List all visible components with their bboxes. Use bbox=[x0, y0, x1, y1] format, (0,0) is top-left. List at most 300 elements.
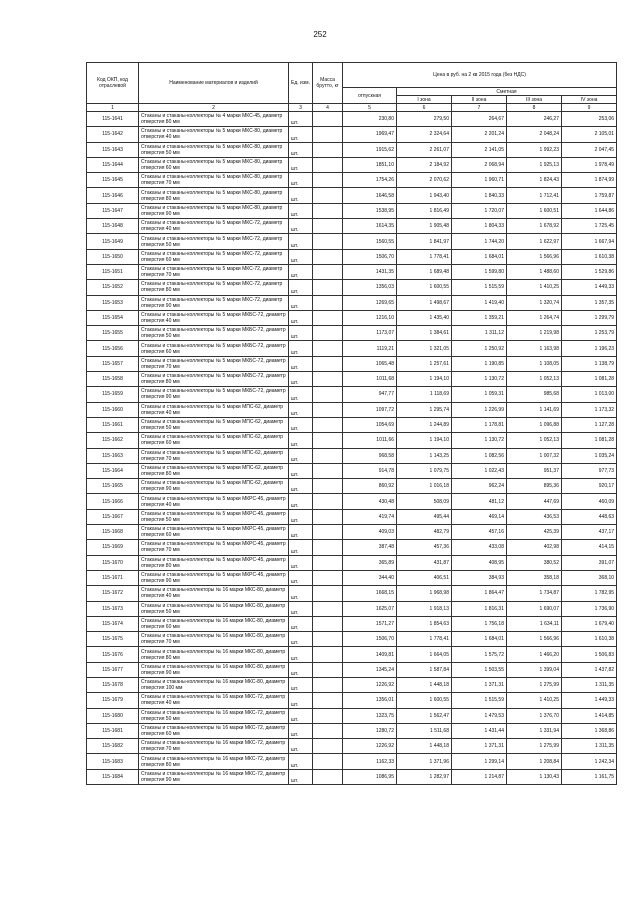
table-row bbox=[87, 433, 617, 448]
header-unit: Ед. изм. bbox=[289, 63, 313, 104]
row-unit: шт. bbox=[289, 433, 313, 448]
row-price-otpusknaya: 230,80 bbox=[343, 112, 397, 127]
row-price-zone-3: 1 734,87 bbox=[507, 586, 562, 601]
row-unit: шт. bbox=[289, 632, 313, 647]
row-price-zone-3: 1 163,98 bbox=[507, 341, 562, 356]
row-price-otpusknaya: 1323,75 bbox=[343, 708, 397, 723]
row-code: 115-1666 bbox=[87, 494, 139, 509]
row-price-otpusknaya: 1119,21 bbox=[343, 341, 397, 356]
table-row bbox=[87, 616, 617, 631]
row-unit: шт. bbox=[289, 540, 313, 555]
row-price-zone-3: 1 275,99 bbox=[507, 739, 562, 754]
row-code: 115-1653 bbox=[87, 295, 139, 310]
row-price-zone-1: 1 841,97 bbox=[397, 234, 452, 249]
row-price-zone-3: 1 566,96 bbox=[507, 632, 562, 647]
row-price-zone-3: 1 410,25 bbox=[507, 693, 562, 708]
row-price-zone-3: 1 264,74 bbox=[507, 310, 562, 325]
table-row bbox=[87, 632, 617, 647]
row-mass bbox=[313, 509, 343, 524]
header-zone-3: III зона bbox=[507, 96, 562, 104]
row-code: 115-1682 bbox=[87, 739, 139, 754]
column-number: 1 bbox=[87, 104, 139, 112]
row-unit: шт. bbox=[289, 509, 313, 524]
column-number: 8 bbox=[507, 104, 562, 112]
row-price-zone-3: 380,52 bbox=[507, 555, 562, 570]
row-price-zone-1: 482,79 bbox=[397, 525, 452, 540]
row-price-zone-4: 1 161,75 bbox=[562, 769, 617, 784]
row-price-otpusknaya: 1668,15 bbox=[343, 586, 397, 601]
row-price-zone-3: 1 488,60 bbox=[507, 264, 562, 279]
row-price-zone-1: 1 600,55 bbox=[397, 280, 452, 295]
row-name: Стаканы и стаканы-коллекторы № 16 марки МКС-80, диаметр отверстия 90 мм bbox=[139, 662, 289, 677]
row-mass bbox=[313, 157, 343, 172]
row-name: Стаканы и стаканы-коллекторы № 16 марки МКС-72, диаметр отверстия 40 мм bbox=[139, 693, 289, 708]
row-unit: шт. bbox=[289, 570, 313, 585]
row-code: 115-1643 bbox=[87, 142, 139, 157]
row-price-zone-1: 1 435,40 bbox=[397, 310, 452, 325]
row-name: Стаканы и стаканы-коллекторы № 4 марки МКС-45, диаметр отверстия 80 мм bbox=[139, 112, 289, 127]
page-number: 252 bbox=[313, 30, 327, 39]
row-name: Стаканы и стаканы-коллекторы № 5 марки МКРС-45, диаметр отверстия 70 мм bbox=[139, 540, 289, 555]
table-row bbox=[87, 280, 617, 295]
row-price-zone-4: 1 506,83 bbox=[562, 647, 617, 662]
row-code: 115-1654 bbox=[87, 310, 139, 325]
row-price-zone-2: 1 840,33 bbox=[452, 188, 507, 203]
table-row bbox=[87, 463, 617, 478]
row-name: Стаканы и стаканы-коллекторы № 16 марки МКС-80, диаметр отверстия 40 мм bbox=[139, 586, 289, 601]
table-row bbox=[87, 723, 617, 738]
row-mass bbox=[313, 677, 343, 692]
row-mass bbox=[313, 310, 343, 325]
row-mass bbox=[313, 662, 343, 677]
row-mass bbox=[313, 570, 343, 585]
column-number-row bbox=[87, 104, 617, 112]
row-price-zone-1: 1 778,41 bbox=[397, 249, 452, 264]
row-unit: шт. bbox=[289, 356, 313, 371]
row-price-zone-3: 1 678,92 bbox=[507, 219, 562, 234]
row-price-zone-2: 1 479,53 bbox=[452, 708, 507, 723]
row-price-zone-1: 1 016,18 bbox=[397, 479, 452, 494]
row-price-otpusknaya: 1269,65 bbox=[343, 295, 397, 310]
row-code: 115-1655 bbox=[87, 326, 139, 341]
row-price-zone-2: 2 201,24 bbox=[452, 127, 507, 142]
row-unit: шт. bbox=[289, 479, 313, 494]
row-price-zone-3: 985,68 bbox=[507, 387, 562, 402]
row-price-zone-3: 1 331,94 bbox=[507, 723, 562, 738]
row-price-zone-2: 1 371,31 bbox=[452, 677, 507, 692]
table-row bbox=[87, 326, 617, 341]
row-mass bbox=[313, 372, 343, 387]
row-price-zone-2: 469,14 bbox=[452, 509, 507, 524]
row-price-otpusknaya: 1851,10 bbox=[343, 157, 397, 172]
row-name: Стаканы и стаканы-коллекторы № 5 марки МКС-80, диаметр отверстия 40 мм bbox=[139, 127, 289, 142]
row-price-zone-1: 1 448,18 bbox=[397, 677, 452, 692]
row-price-zone-3: 1 566,96 bbox=[507, 249, 562, 264]
row-price-zone-4: 1 437,82 bbox=[562, 662, 617, 677]
column-number: 9 bbox=[562, 104, 617, 112]
row-code: 115-1645 bbox=[87, 173, 139, 188]
row-code: 115-1676 bbox=[87, 647, 139, 662]
row-price-zone-4: 920,17 bbox=[562, 479, 617, 494]
row-price-zone-2: 962,24 bbox=[452, 479, 507, 494]
column-number: 6 bbox=[397, 104, 452, 112]
table-row bbox=[87, 525, 617, 540]
row-mass bbox=[313, 249, 343, 264]
table-row bbox=[87, 310, 617, 325]
row-code: 115-1672 bbox=[87, 586, 139, 601]
row-unit: шт. bbox=[289, 677, 313, 692]
row-name: Стаканы и стаканы-коллекторы № 5 марки МКБС-72, диаметр отверстия 70 мм bbox=[139, 356, 289, 371]
row-mass bbox=[313, 356, 343, 371]
row-mass bbox=[313, 295, 343, 310]
row-code: 115-1663 bbox=[87, 448, 139, 463]
row-price-zone-1: 1 600,55 bbox=[397, 693, 452, 708]
row-name: Стаканы и стаканы-коллекторы № 5 марки МПС-62, диаметр отверстия 90 мм bbox=[139, 479, 289, 494]
row-mass bbox=[313, 647, 343, 662]
row-code: 115-1664 bbox=[87, 463, 139, 478]
row-price-otpusknaya: 1086,95 bbox=[343, 769, 397, 784]
table-row bbox=[87, 647, 617, 662]
row-price-zone-1: 406,51 bbox=[397, 570, 452, 585]
row-code: 115-1657 bbox=[87, 356, 139, 371]
table-row bbox=[87, 739, 617, 754]
row-unit: шт. bbox=[289, 372, 313, 387]
table-row bbox=[87, 448, 617, 463]
row-mass bbox=[313, 754, 343, 769]
table-row bbox=[87, 249, 617, 264]
row-price-zone-2: 1 816,31 bbox=[452, 601, 507, 616]
row-name: Стаканы и стаканы-коллекторы № 5 марки МКС-80, диаметр отверстия 50 мм bbox=[139, 142, 289, 157]
row-mass bbox=[313, 280, 343, 295]
row-mass bbox=[313, 586, 343, 601]
row-name: Стаканы и стаканы-коллекторы № 5 марки МКС-80, диаметр отверстия 80 мм bbox=[139, 188, 289, 203]
row-unit: шт. bbox=[289, 662, 313, 677]
row-unit: шт. bbox=[289, 494, 313, 509]
row-price-zone-2: 1 515,59 bbox=[452, 693, 507, 708]
row-price-otpusknaya: 1011,66 bbox=[343, 433, 397, 448]
row-name: Стаканы и стаканы-коллекторы № 5 марки МКБС-72, диаметр отверстия 60 мм bbox=[139, 341, 289, 356]
row-price-zone-3: 1 992,23 bbox=[507, 142, 562, 157]
row-unit: шт. bbox=[289, 402, 313, 417]
table-row bbox=[87, 234, 617, 249]
row-price-zone-1: 1 498,67 bbox=[397, 295, 452, 310]
row-name: Стаканы и стаканы-коллекторы № 16 марки МКС-80, диаметр отверстия 50 мм bbox=[139, 601, 289, 616]
row-unit: шт. bbox=[289, 387, 313, 402]
row-price-otpusknaya: 1054,69 bbox=[343, 417, 397, 432]
row-price-zone-3: 358,18 bbox=[507, 570, 562, 585]
row-price-zone-2: 1 503,55 bbox=[452, 662, 507, 677]
row-unit: шт. bbox=[289, 463, 313, 478]
row-price-zone-2: 1 744,20 bbox=[452, 234, 507, 249]
row-price-otpusknaya: 1216,10 bbox=[343, 310, 397, 325]
row-price-otpusknaya: 947,77 bbox=[343, 387, 397, 402]
row-unit: шт. bbox=[289, 280, 313, 295]
row-price-zone-2: 1 250,92 bbox=[452, 341, 507, 356]
table-row bbox=[87, 677, 617, 692]
row-price-zone-2: 1 214,87 bbox=[452, 769, 507, 784]
row-price-zone-4: 1 311,35 bbox=[562, 677, 617, 692]
row-price-zone-3: 1 399,04 bbox=[507, 662, 562, 677]
row-mass bbox=[313, 555, 343, 570]
row-mass bbox=[313, 417, 343, 432]
row-mass bbox=[313, 463, 343, 478]
row-price-otpusknaya: 860,92 bbox=[343, 479, 397, 494]
row-name: Стаканы и стаканы-коллекторы № 5 марки МКБС-72, диаметр отверстия 80 мм bbox=[139, 372, 289, 387]
row-price-zone-4: 414,15 bbox=[562, 540, 617, 555]
row-unit: шт. bbox=[289, 219, 313, 234]
table-row bbox=[87, 356, 617, 371]
row-price-zone-3: 1 466,20 bbox=[507, 647, 562, 662]
row-price-zone-2: 1 359,21 bbox=[452, 310, 507, 325]
row-unit: шт. bbox=[289, 142, 313, 157]
row-price-zone-4: 1 138,79 bbox=[562, 356, 617, 371]
row-price-otpusknaya: 1431,35 bbox=[343, 264, 397, 279]
row-price-zone-4: 1 529,86 bbox=[562, 264, 617, 279]
row-code: 115-1652 bbox=[87, 280, 139, 295]
row-mass bbox=[313, 264, 343, 279]
row-unit: шт. bbox=[289, 739, 313, 754]
row-mass bbox=[313, 142, 343, 157]
row-price-zone-3: 1 208,84 bbox=[507, 754, 562, 769]
row-price-zone-2: 1 419,40 bbox=[452, 295, 507, 310]
row-price-zone-1: 1 587,84 bbox=[397, 662, 452, 677]
row-price-zone-1: 1 943,40 bbox=[397, 188, 452, 203]
row-price-zone-2: 481,12 bbox=[452, 494, 507, 509]
row-code: 115-1667 bbox=[87, 509, 139, 524]
row-price-zone-1: 457,36 bbox=[397, 540, 452, 555]
table-row bbox=[87, 754, 617, 769]
table-row bbox=[87, 662, 617, 677]
row-price-otpusknaya: 1409,81 bbox=[343, 647, 397, 662]
row-price-zone-1: 1 918,13 bbox=[397, 601, 452, 616]
row-unit: шт. bbox=[289, 112, 313, 127]
row-name: Стаканы и стаканы-коллекторы № 5 марки МКБС-72, диаметр отверстия 90 мм bbox=[139, 387, 289, 402]
row-price-zone-3: 1 007,32 bbox=[507, 448, 562, 463]
row-code: 115-1668 bbox=[87, 525, 139, 540]
row-price-zone-3: 1 690,07 bbox=[507, 601, 562, 616]
row-price-zone-1: 1 511,68 bbox=[397, 723, 452, 738]
row-price-zone-4: 1 173,32 bbox=[562, 402, 617, 417]
row-price-zone-4: 1 644,86 bbox=[562, 203, 617, 218]
row-price-zone-3: 1 096,88 bbox=[507, 417, 562, 432]
row-price-zone-3: 1 275,99 bbox=[507, 677, 562, 692]
row-mass bbox=[313, 601, 343, 616]
row-price-otpusknaya: 419,74 bbox=[343, 509, 397, 524]
row-price-zone-4: 368,10 bbox=[562, 570, 617, 585]
table-row bbox=[87, 601, 617, 616]
row-unit: шт. bbox=[289, 264, 313, 279]
row-code: 115-1658 bbox=[87, 372, 139, 387]
row-price-zone-1: 1 257,61 bbox=[397, 356, 452, 371]
row-price-zone-4: 1 196,23 bbox=[562, 341, 617, 356]
row-price-zone-2: 457,16 bbox=[452, 525, 507, 540]
row-price-otpusknaya: 1571,27 bbox=[343, 616, 397, 631]
row-price-zone-4: 1 874,99 bbox=[562, 173, 617, 188]
row-name: Стаканы и стаканы-коллекторы № 5 марки МПС-62, диаметр отверстия 70 мм bbox=[139, 448, 289, 463]
row-price-zone-2: 1 178,81 bbox=[452, 417, 507, 432]
row-code: 115-1646 bbox=[87, 188, 139, 203]
row-price-zone-3: 1 108,05 bbox=[507, 356, 562, 371]
row-price-otpusknaya: 1280,72 bbox=[343, 723, 397, 738]
row-price-zone-1: 1 689,48 bbox=[397, 264, 452, 279]
row-mass bbox=[313, 693, 343, 708]
column-number: 3 bbox=[289, 104, 313, 112]
row-price-zone-4: 1 610,38 bbox=[562, 249, 617, 264]
table-row bbox=[87, 295, 617, 310]
row-unit: шт. bbox=[289, 417, 313, 432]
table-row bbox=[87, 570, 617, 585]
row-price-zone-2: 1 720,07 bbox=[452, 203, 507, 218]
row-price-zone-4: 1 759,87 bbox=[562, 188, 617, 203]
row-mass bbox=[313, 769, 343, 784]
table-row bbox=[87, 417, 617, 432]
row-code: 115-1679 bbox=[87, 693, 139, 708]
row-price-zone-2: 1 299,14 bbox=[452, 754, 507, 769]
row-name: Стаканы и стаканы-коллекторы № 5 марки МКРС-45, диаметр отверстия 50 мм bbox=[139, 509, 289, 524]
row-price-otpusknaya: 344,40 bbox=[343, 570, 397, 585]
header-otpusknaya: отпускная bbox=[343, 88, 397, 104]
row-name: Стаканы и стаканы-коллекторы № 5 марки МПС-62, диаметр отверстия 60 мм bbox=[139, 433, 289, 448]
row-mass bbox=[313, 127, 343, 142]
row-unit: шт. bbox=[289, 616, 313, 631]
column-number: 2 bbox=[139, 104, 289, 112]
row-price-zone-2: 1 684,01 bbox=[452, 249, 507, 264]
row-price-otpusknaya: 409,03 bbox=[343, 525, 397, 540]
table-row bbox=[87, 372, 617, 387]
table-row bbox=[87, 586, 617, 601]
row-mass bbox=[313, 112, 343, 127]
table-header bbox=[87, 63, 617, 112]
row-price-zone-4: 1 725,45 bbox=[562, 219, 617, 234]
table-row bbox=[87, 387, 617, 402]
table-row bbox=[87, 203, 617, 218]
row-price-zone-4: 1 414,85 bbox=[562, 708, 617, 723]
row-name: Стаканы и стаканы-коллекторы № 5 марки МКБС-72, диаметр отверстия 40 мм bbox=[139, 310, 289, 325]
row-price-zone-2: 1 059,31 bbox=[452, 387, 507, 402]
row-name: Стаканы и стаканы-коллекторы № 16 марки МКС-80, диаметр отверстия 80 мм bbox=[139, 647, 289, 662]
row-unit: шт. bbox=[289, 157, 313, 172]
row-mass bbox=[313, 723, 343, 738]
row-name: Стаканы и стаканы-коллекторы № 5 марки МКС-72, диаметр отверстия 60 мм bbox=[139, 249, 289, 264]
row-price-zone-3: 951,37 bbox=[507, 463, 562, 478]
row-code: 115-1641 bbox=[87, 112, 139, 127]
row-price-zone-3: 1 376,70 bbox=[507, 708, 562, 723]
row-unit: шт. bbox=[289, 326, 313, 341]
table-row bbox=[87, 127, 617, 142]
row-price-zone-1: 1 118,69 bbox=[397, 387, 452, 402]
table-body bbox=[87, 112, 617, 785]
row-price-zone-4: 1 311,35 bbox=[562, 739, 617, 754]
row-unit: шт. bbox=[289, 127, 313, 142]
row-code: 115-1642 bbox=[87, 127, 139, 142]
row-price-zone-2: 1 864,47 bbox=[452, 586, 507, 601]
row-code: 115-1650 bbox=[87, 249, 139, 264]
row-name: Стаканы и стаканы-коллекторы № 16 марки МКС-72, диаметр отверстия 90 мм bbox=[139, 769, 289, 784]
row-price-otpusknaya: 1506,70 bbox=[343, 249, 397, 264]
row-price-zone-4: 1 242,34 bbox=[562, 754, 617, 769]
row-price-zone-3: 447,69 bbox=[507, 494, 562, 509]
row-price-otpusknaya: 1969,47 bbox=[343, 127, 397, 142]
row-mass bbox=[313, 203, 343, 218]
row-mass bbox=[313, 341, 343, 356]
row-price-zone-3: 1 141,69 bbox=[507, 402, 562, 417]
row-mass bbox=[313, 494, 343, 509]
row-price-zone-3: 1 320,74 bbox=[507, 295, 562, 310]
row-price-zone-3: 436,53 bbox=[507, 509, 562, 524]
row-name: Стаканы и стаканы-коллекторы № 5 марки МКС-80, диаметр отверстия 90 мм bbox=[139, 203, 289, 218]
row-code: 115-1649 bbox=[87, 234, 139, 249]
row-price-zone-3: 1 130,43 bbox=[507, 769, 562, 784]
row-price-zone-4: 1 299,79 bbox=[562, 310, 617, 325]
row-price-otpusknaya: 1614,35 bbox=[343, 219, 397, 234]
row-code: 115-1656 bbox=[87, 341, 139, 356]
row-mass bbox=[313, 448, 343, 463]
row-unit: шт. bbox=[289, 555, 313, 570]
row-mass bbox=[313, 173, 343, 188]
row-mass bbox=[313, 632, 343, 647]
row-price-zone-1: 1 194,10 bbox=[397, 433, 452, 448]
row-name: Стаканы и стаканы-коллекторы № 5 марки МКРС-45, диаметр отверстия 40 мм bbox=[139, 494, 289, 509]
row-price-zone-1: 508,09 bbox=[397, 494, 452, 509]
row-price-zone-3: 1 925,13 bbox=[507, 157, 562, 172]
row-price-zone-2: 1 130,72 bbox=[452, 372, 507, 387]
row-code: 115-1670 bbox=[87, 555, 139, 570]
row-code: 115-1674 bbox=[87, 616, 139, 631]
row-unit: шт. bbox=[289, 708, 313, 723]
row-unit: шт. bbox=[289, 586, 313, 601]
row-name: Стаканы и стаканы-коллекторы № 16 марки МКС-72, диаметр отверстия 70 мм bbox=[139, 739, 289, 754]
row-name: Стаканы и стаканы-коллекторы № 5 марки МПС-62, диаметр отверстия 40 мм bbox=[139, 402, 289, 417]
row-price-otpusknaya: 1915,62 bbox=[343, 142, 397, 157]
row-price-zone-2: 1 226,99 bbox=[452, 402, 507, 417]
row-name: Стаканы и стаканы-коллекторы № 16 марки МКС-72, диаметр отверстия 80 мм bbox=[139, 754, 289, 769]
row-price-otpusknaya: 1356,03 bbox=[343, 280, 397, 295]
row-price-zone-4: 1 357,35 bbox=[562, 295, 617, 310]
row-price-zone-2: 433,08 bbox=[452, 540, 507, 555]
row-name: Стаканы и стаканы-коллекторы № 16 марки МКС-72, диаметр отверстия 50 мм bbox=[139, 708, 289, 723]
row-code: 115-1648 bbox=[87, 219, 139, 234]
header-mass: Масса брутто, кг bbox=[313, 63, 343, 104]
row-price-zone-3: 1 622,97 bbox=[507, 234, 562, 249]
row-name: Стаканы и стаканы-коллекторы № 5 марки МКРС-45, диаметр отверстия 80 мм bbox=[139, 555, 289, 570]
row-price-zone-1: 2 261,07 bbox=[397, 142, 452, 157]
row-price-zone-4: 1 978,49 bbox=[562, 157, 617, 172]
row-unit: шт. bbox=[289, 525, 313, 540]
row-code: 115-1684 bbox=[87, 769, 139, 784]
row-unit: шт. bbox=[289, 448, 313, 463]
row-price-zone-3: 1 052,13 bbox=[507, 372, 562, 387]
table-row bbox=[87, 693, 617, 708]
table-row bbox=[87, 509, 617, 524]
row-price-otpusknaya: 1625,07 bbox=[343, 601, 397, 616]
row-unit: шт. bbox=[289, 188, 313, 203]
row-price-zone-1: 1 562,47 bbox=[397, 708, 452, 723]
row-price-zone-2: 1 311,12 bbox=[452, 326, 507, 341]
row-mass bbox=[313, 433, 343, 448]
row-price-zone-3: 2 048,24 bbox=[507, 127, 562, 142]
row-price-otpusknaya: 1646,58 bbox=[343, 188, 397, 203]
row-price-zone-2: 1 431,44 bbox=[452, 723, 507, 738]
row-code: 115-1678 bbox=[87, 677, 139, 692]
row-price-zone-1: 1 295,74 bbox=[397, 402, 452, 417]
row-price-zone-2: 1 684,01 bbox=[452, 632, 507, 647]
row-price-zone-4: 460,09 bbox=[562, 494, 617, 509]
row-price-otpusknaya: 1226,92 bbox=[343, 739, 397, 754]
row-name: Стаканы и стаканы-коллекторы № 5 марки МКС-80, диаметр отверстия 70 мм bbox=[139, 173, 289, 188]
table-row bbox=[87, 708, 617, 723]
row-price-zone-1: 1 321,05 bbox=[397, 341, 452, 356]
row-mass bbox=[313, 188, 343, 203]
